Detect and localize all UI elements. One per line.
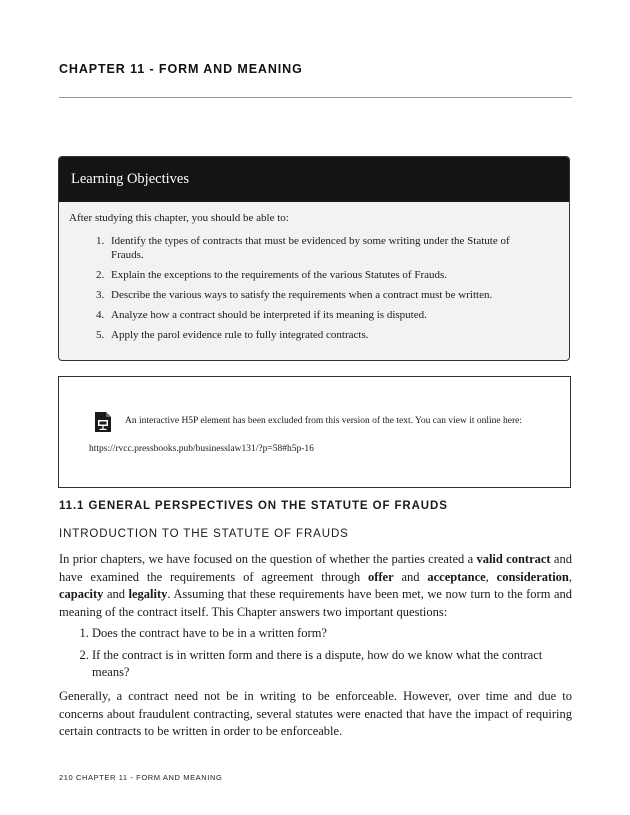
learning-objectives-header: Learning Objectives [59, 157, 569, 202]
page-footer: 210 CHAPTER 11 - FORM AND MEANING [59, 773, 223, 782]
presentation-icon [94, 411, 112, 433]
h5p-notice-box [58, 376, 571, 488]
learning-objectives-list [59, 234, 569, 342]
list-item: 1. Identify the types of contracts that must be evidenced by some writing under the Statute of Frauds. [107, 234, 569, 262]
bold-term: offer [367, 569, 394, 584]
text-run: and [103, 587, 129, 601]
list-item: 2. If the contract is in written form and there is a dispute, how do we know what the contract means? [92, 647, 582, 681]
title-divider [59, 97, 572, 98]
text-run: and [393, 569, 428, 584]
h5p-notice-link[interactable]: https://rvcc.pressbooks.pub/businesslaw131/?p=58#h5p-16 [89, 444, 314, 454]
section-heading: 11.1 GENERAL PERSPECTIVES ON THE STATUTE OF FRAUDS [59, 500, 448, 512]
h5p-notice-text: An interactive H5P element has been excluded from this version of the text. You can view it online here: [125, 416, 522, 426]
list-item: 5. Apply the parol evidence rule to fully integrated contracts. [107, 328, 569, 342]
bold-term: legality [128, 587, 168, 601]
text-run: In prior chapters, we have focused on the question of whether the parties created a [59, 552, 477, 566]
intro-paragraph [59, 551, 572, 621]
text-run: , [485, 569, 497, 584]
bold-term: valid contract [476, 552, 551, 566]
bold-term: acceptance [427, 569, 486, 584]
text-run: . Assuming that these requirements have been met, we now turn to the form and meaning of the contract itself. This Chapter answers two important questions: [59, 587, 572, 619]
text-run: and have examined the requirements of agreement through [59, 552, 572, 584]
list-item: 2. Explain the exceptions to the requirements of the various Statutes of Frauds. [107, 268, 569, 282]
subsection-heading: INTRODUCTION TO THE STATUTE OF FRAUDS [59, 528, 349, 540]
text-run: , [568, 569, 572, 584]
body-paragraph: Generally, a contract need not be in writing to be enforceable. However, over time and due to concerns about fraudulent contracting, several statutes were enacted that have the impact of requiring certain contracts to be written in order to be enforceable. [59, 689, 572, 738]
questions-list [59, 625, 582, 686]
list-item: 3. Describe the various ways to satisfy the requirements when a contract must be written. [107, 288, 569, 302]
learning-objectives-intro: After studying this chapter, you should be able to: [69, 212, 289, 224]
learning-objectives-box [58, 156, 570, 361]
list-item: 1. Does the contract have to be in a written form? [92, 625, 582, 642]
bold-term: consideration [496, 569, 569, 584]
list-item: 4. Analyze how a contract should be interpreted if its meaning is disputed. [107, 308, 569, 322]
bold-term: capacity [59, 587, 104, 601]
page-title: CHAPTER 11 - FORM AND MEANING [59, 62, 303, 76]
